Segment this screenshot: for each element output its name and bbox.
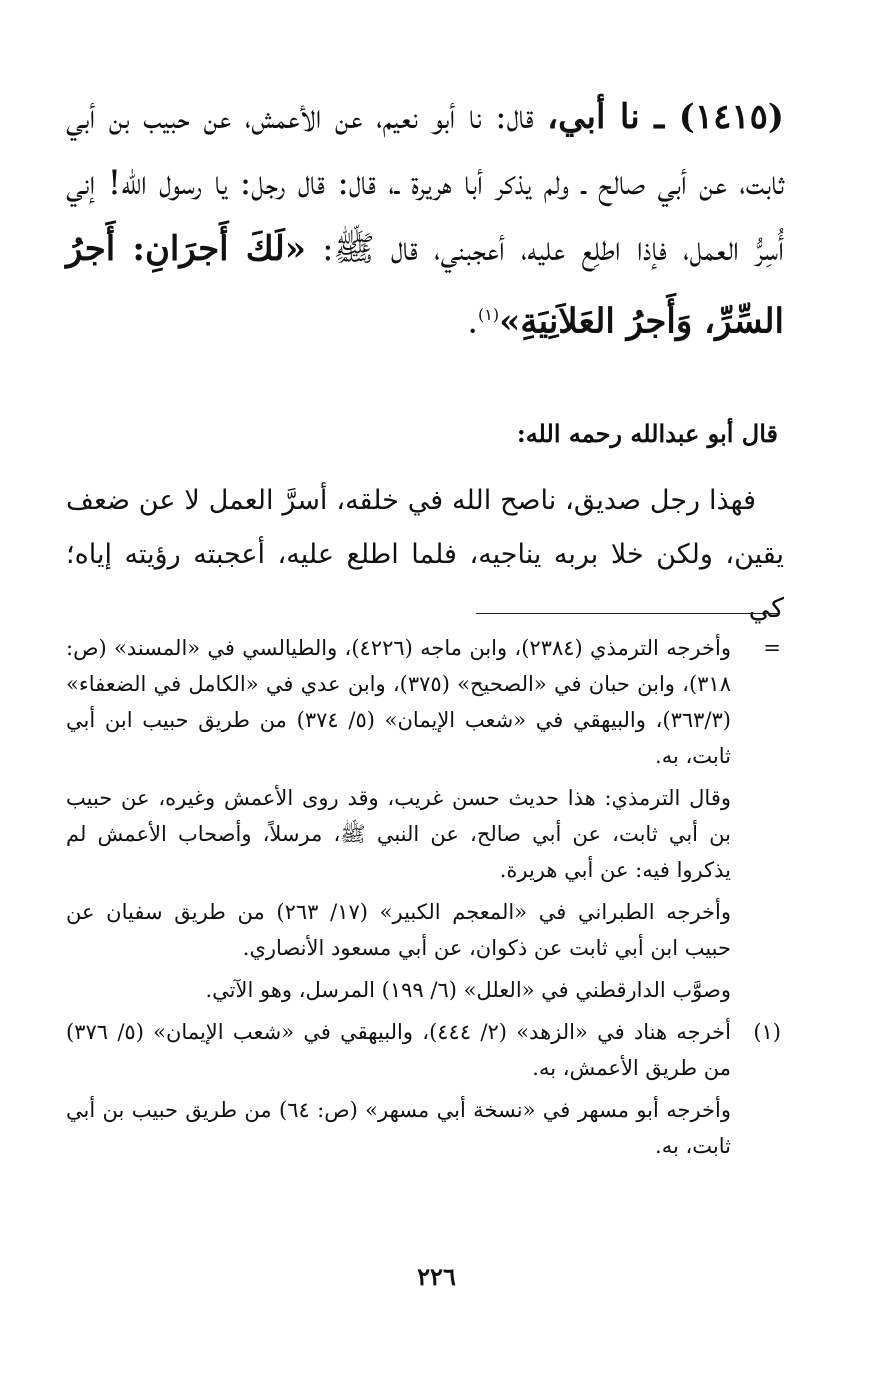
commentary-text: فهذا رجل صديق، ناصح الله في خلقه، أسرَّ العمل لا عن ضعف يقين، ولكن خلا بربه يناجيه، فلما اطلع عليه، أعجبته رؤيته إياه؛ كي — [66, 485, 784, 624]
footnote-paragraph: وأخرجه الطبراني في «المعجم الكبير» (١٧/ ٢٦٣) من طريق سفيان عن حبيب ابن أبي ثابت عن ذكوان، عن أبي مسعود الأنصاري. — [66, 900, 731, 960]
footnote-1 — [66, 1014, 781, 1086]
prophet-words: «لَكَ أَجرَانِ: أَجرُ السِّرِّ، وَأَجرُ العَلاَنِيَةِ» — [66, 229, 784, 342]
footnote-paragraph: وأخرجه أبو مسهر في «نسخة أبي مسهر» (ص: ٦٤) من طريق حبيب بن أبي ثابت، به. — [66, 1098, 731, 1158]
footnote-paragraph: أخرجه هناد في «الزهد» (٢/ ٤٤٤)، والبيهقي في «شعب الإيمان» (٥/ ٣٧٦) من طريق الأعمش، به. — [66, 1020, 731, 1080]
footnote-reference: (١) — [478, 305, 500, 324]
footnote-continuation — [66, 630, 781, 774]
footnote-paragraph: وأخرجه الترمذي (٢٣٨٤)، وابن ماجه (٤٢٢٦)، والطيالسي في «المسند» (ص: ٣١٨)، وابن حبان في «الصحيح» (٣٧٥)، وابن عدي في «الكامل في الضعفاء» (٣٦٣/٣)، والبيهقي في «شعب الإيمان» (٥/ ٣٧٤) من طريق حبيب ابن أبي ثابت، به. — [66, 636, 731, 768]
continuation-mark: = — [763, 636, 781, 660]
hadith-isnad-start: ـ نا أبي، — [547, 97, 679, 137]
page-number: ٢٢٦ — [417, 1262, 456, 1291]
commentary-heading: قال أبو عبدالله رحمه الله: — [516, 419, 778, 448]
hadith-text — [66, 84, 784, 354]
footnote-separator — [476, 613, 778, 614]
footnotes — [66, 630, 781, 1170]
hadith-end: . — [467, 301, 479, 342]
hadith-body: قال: نا أبو نعيم، عن الأعمش، عن حبيب بن أبي ثابت، عن أبي صالح ـ ولم يذكر أبا هريرة ـ، قال: قال رجل: يا رسول الله! إني أُسِرُّ العمل، فإذا اطلِع عليه، أعجبني، قال ﷺ: — [66, 97, 784, 269]
footnote-paragraph: وقال الترمذي: هذا حديث حسن غريب، وقد روى الأعمش وغيره، عن حبيب بن أبي ثابت، عن أبي صالح، عن النبي ﷺ، مرسلاً، وأصحاب الأعمش لم يذكروا فيه: عن أبي هريرة. — [66, 786, 731, 882]
footnote-1-mark: (١) — [753, 1020, 781, 1044]
commentary — [66, 474, 784, 636]
footnote-paragraph: وصوَّب الدارقطني في «العلل» (٦/ ١٩٩) المرسل، وهو الآتي. — [205, 978, 731, 1002]
hadith-number: (١٤١٥) — [678, 97, 784, 137]
